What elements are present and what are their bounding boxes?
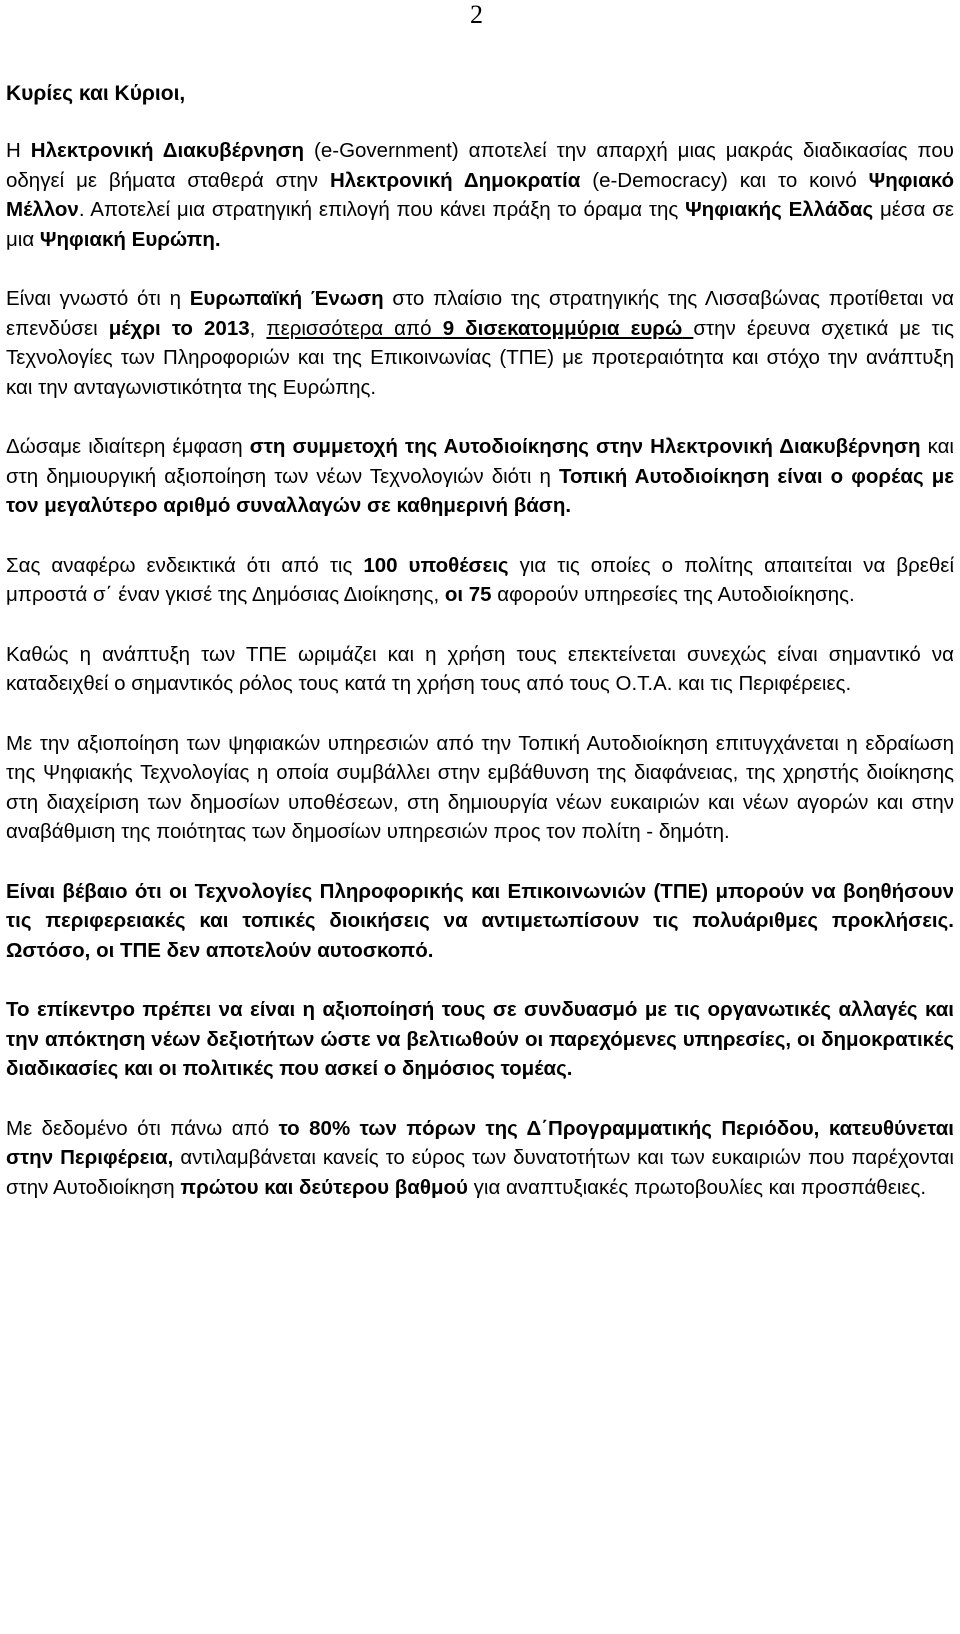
text-run: Η	[6, 139, 31, 162]
text-run: Ηλεκτρονική Διακυβέρνηση	[30, 139, 305, 162]
text-run: Τοπική Αυτοδιοίκηση είναι ο φορέας με τον μεγαλύτερο αριθμό συναλλαγών σε καθημερινή βάση.	[6, 464, 954, 517]
text-run: 9 δισεκατομμύρια ευρώ	[442, 316, 683, 340]
text-run: στην έρευνα σχετικά με τις Τεχνολογίες των Πληροφοριών και της Επικοινωνίας (ΤΠΕ) με προτεραιότητα και στόχο την ανάπτυξη και την ανταγωνιστικότητα της Ευρώπης.	[6, 316, 954, 399]
text-run: Με δεδομένο ότι πάνω από	[6, 1116, 279, 1140]
paragraph	[6, 640, 954, 699]
text-run: Είναι γνωστό ότι η	[6, 287, 190, 310]
text-run: Ψηφιακής Ελλάδας	[685, 198, 874, 221]
text-run: αντιλαμβάνεται κανείς το εύρος των δυνατοτήτων και των ευκαιριών που παρέχονται στην Αυτοδιοίκηση	[6, 1146, 954, 1199]
text-run: (e-Democracy) και το κοινό	[580, 168, 869, 192]
text-run: Με την αξιοποίηση των ψηφιακών υπηρεσιών από την Τοπική Αυτοδιοίκηση επιτυγχάνεται η εδραίωση της Ψηφιακής Τεχνολογίας η οποία συμβάλλει στην εμβάθυνση της διαφάνειας, της χρηστής διοίκησης στη διαχείριση των δημοσίων υποθέσεων, στη δημιουργία νέων ευκαιριών και νέων αγορών και στην αναβάθμιση της ποιότητας των δημοσίων υπηρεσιών προς τον πολίτη - δημότη.	[6, 731, 954, 843]
page-number: 2	[470, 0, 483, 29]
paragraph	[6, 284, 954, 402]
paragraph	[6, 432, 954, 521]
text-run: ,	[249, 316, 267, 340]
paragraph	[6, 551, 954, 610]
paragraph	[6, 877, 954, 966]
paragraph	[6, 729, 954, 847]
text-run: πρώτου και δεύτερου βαθμού	[180, 1175, 468, 1199]
text-run: Ηλεκτρονική Δημοκρατία	[329, 168, 581, 192]
paragraph	[6, 1114, 954, 1203]
text-run: . Αποτελεί μια στρατηγική επιλογή που κάνει πράξη το όραμα της	[78, 198, 686, 221]
text-run	[682, 317, 693, 340]
document-body	[6, 78, 954, 1232]
text-run: Καθώς η ανάπτυξη των ΤΠΕ ωριμάζει και η χρήση τους επεκτείνεται συνεχώς είναι σημαντικό να καταδειχθεί ο σημαντικός ρόλος τους κατά τη χρήση τους από τους Ο.Τ.Α. και τις Περιφέρειες.	[6, 642, 954, 695]
text-run: 100 υποθέσεις	[363, 553, 509, 577]
text-run: Το επίκεντρο πρέπει να είναι η αξιοποίησή τους σε συνδυασμό με τις οργανωτικές αλλαγές και την απόκτηση νέων δεξιοτήτων ώστε να βελτιωθούν οι παρεχόμενες υπηρεσίες, οι δημοκρατικές διαδικασίες και οι πολιτικές που ασκεί ο δημόσιος τομέας.	[6, 998, 954, 1080]
text-run: Σας αναφέρω ενδεικτικά ότι από τις	[6, 553, 364, 577]
salutation: Κυρίες και Κύριοι,	[6, 82, 186, 105]
text-run: περισσότερα από	[266, 316, 443, 340]
text-run: Ψηφιακή Ευρώπη.	[39, 227, 221, 251]
text-run: Δώσαμε ιδιαίτερη έμφαση	[6, 435, 250, 458]
text-run: Είναι βέβαιο ότι οι Τεχνολογίες Πληροφορικής και Επικοινωνιών (ΤΠΕ) μπορούν να βοηθήσουν τις περιφερειακές και τοπικές διοικήσεις να αντιμετωπίσουν τις πολυάριθμες προκλήσεις. Ωστόσο, οι ΤΠΕ δεν αποτελούν αυτοσκοπό.	[6, 879, 954, 962]
text-run: οι 75	[444, 583, 492, 606]
text-run: μέχρι το 2013	[108, 316, 250, 340]
text-run: (e-Government) αποτελεί την απαρχή μιας μακράς διαδικασίας που οδηγεί με βήματα σταθερά στην	[6, 139, 955, 192]
text-run: και στη δημιουργική αξιοποίηση των νέων Τεχνολογιών διότι η	[6, 435, 954, 488]
paragraph	[6, 136, 954, 254]
text-run: για τις οποίες ο πολίτης απαιτείται να βρεθεί μπροστά σ΄ έναν γκισέ της Δημόσιας Διοίκησης,	[6, 553, 954, 606]
paragraph	[6, 995, 954, 1084]
text-run: το 80% των πόρων της Δ΄Προγραμματικής Περιόδου, κατευθύνεται στην Περιφέρεια,	[6, 1116, 954, 1169]
text-run: μέσα σε μια	[6, 198, 955, 251]
paragraph-list	[6, 136, 954, 1202]
text-run: αφορούν υπηρεσίες της Αυτοδιοίκησης.	[491, 583, 855, 606]
text-run: Ψηφιακό Μέλλον	[6, 168, 954, 221]
text-run: στο πλαίσιο της στρατηγικής της Λισσαβώνας προτίθεται να επενδύσει	[6, 287, 954, 340]
text-run: Ευρωπαϊκή Ένωση	[189, 287, 384, 310]
text-run: για αναπτυξιακές πρωτοβουλίες και προσπάθειες.	[467, 1175, 927, 1199]
text-run: στη συμμετοχή της Αυτοδιοίκησης στην Ηλεκτρονική Διακυβέρνηση	[249, 435, 921, 458]
